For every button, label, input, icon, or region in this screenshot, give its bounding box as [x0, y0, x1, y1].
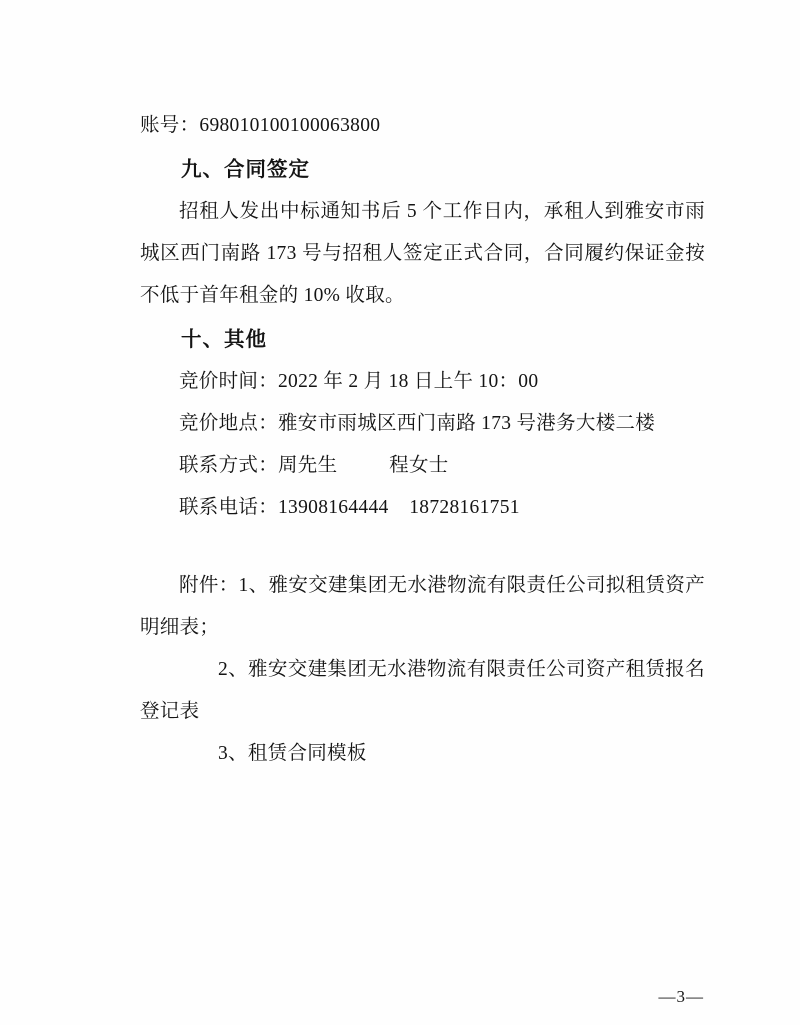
- attachments-block: [140, 565, 705, 775]
- attachment-item-3: 3、租赁合同模板: [218, 743, 367, 764]
- attachment-item-2: 2、雅安交建集团无水港物流有限责任公司资产租赁报名登记表: [140, 659, 705, 722]
- contact-phone-line: 联系电话：13908164444 18728161751: [179, 497, 520, 518]
- page-number: —3—: [658, 987, 704, 1006]
- attachments-label: 附件：: [179, 575, 239, 596]
- section-heading-ten: 十、其他: [181, 329, 267, 351]
- account-line: 账号：698010100100063800: [140, 115, 381, 136]
- contact-person-line: 联系方式：周先生 程女士: [179, 455, 449, 476]
- section-nine-paragraph: 招租人发出中标通知书后 5 个工作日内，承租人到雅安市雨城区西门南路 173 号与招租人签定正式合同，合同履约保证金按不低于首年租金的 10% 收取。: [140, 201, 705, 306]
- document-body: [140, 105, 705, 775]
- attachment-item-1: [140, 565, 705, 649]
- attachment-item-1-text: 1、雅安交建集团无水港物流有限责任公司拟租赁资产明细表；: [140, 575, 706, 638]
- auction-time-line: 竞价时间：2022 年 2 月 18 日上午 10：00: [179, 371, 539, 392]
- auction-place-line: 竞价地点：雅安市雨城区西门南路 173 号港务大楼二楼: [179, 413, 656, 434]
- section-heading-nine: 九、合同签定: [181, 159, 310, 181]
